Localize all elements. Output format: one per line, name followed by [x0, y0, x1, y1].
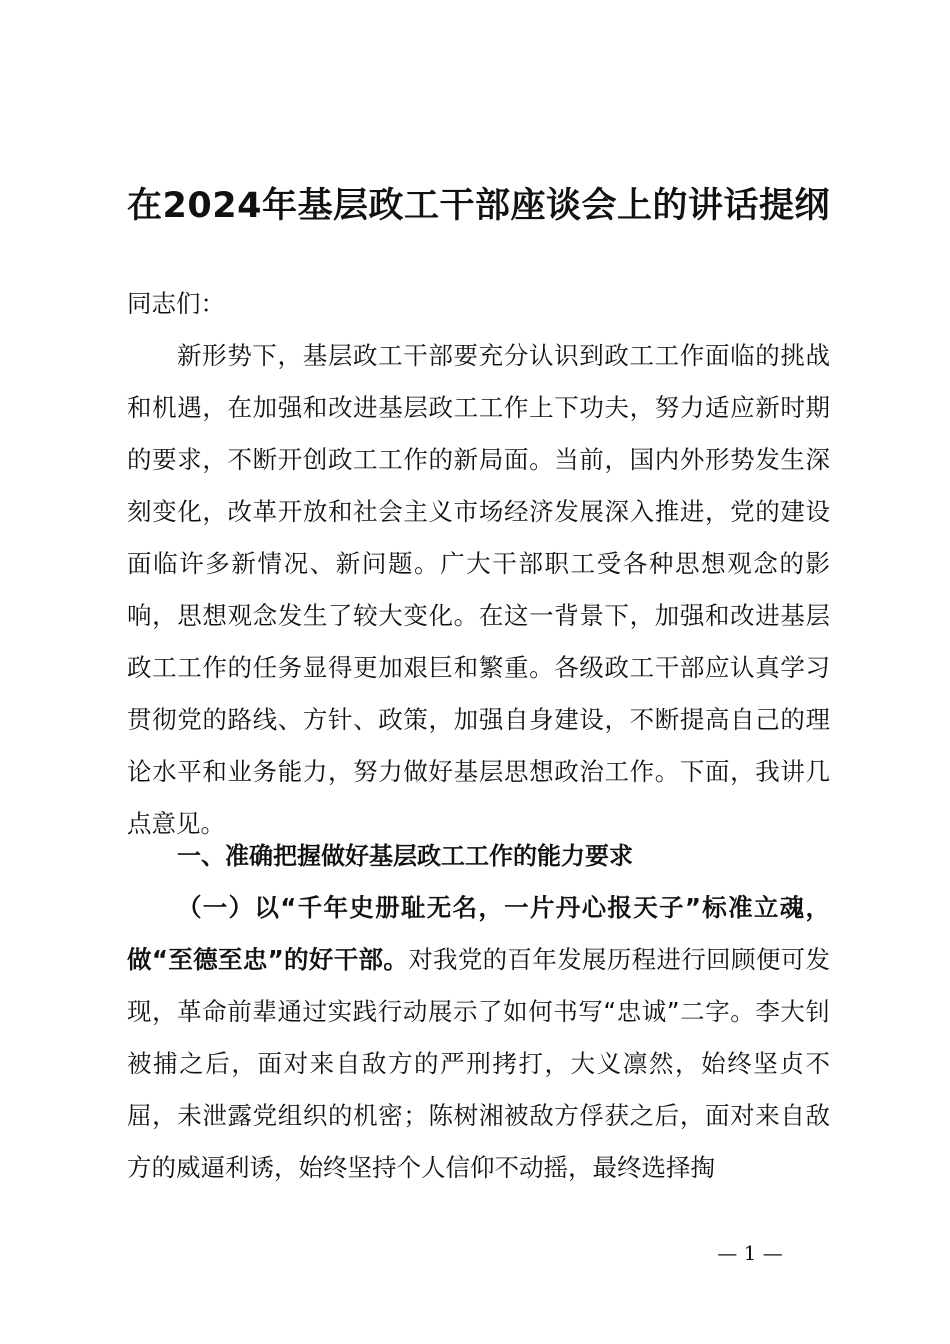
- document-title: 在2024年基层政工干部座谈会上的讲话提纲: [127, 186, 830, 226]
- subsection-text: 对我党的百年发展历程进行回顾便可发现，革命前辈通过实践行动展示了如何书写“忠诚”二字。李大钊被捕之后，面对来自敌方的严刑拷打，大义凛然，始终坚贞不屈，未泄露党组织的机密；陈树湘被敌方俘获之后，面对来自敌方的威逼利诱，始终坚持个人信仰不动摇，最终选择掏: [127, 945, 830, 1182]
- greeting: 同志们：: [127, 289, 225, 318]
- intro-paragraph: 新形势下，基层政工干部要充分认识到政工工作面临的挑战和机遇，在加强和改进基层政工工作上下功夫，努力适应新时期的要求，不断开创政工工作的新局面。当前，国内外形势发生深刻变化，改革开放和社会主义市场经济发展深入推进，党的建设面临许多新情况、新问题。广大干部职工受各种思想观念的影响，思想观念发生了较大变化。在这一背景下，加强和改进基层政工工作的任务显得更加艰巨和繁重。各级政工干部应认真学习贯彻党的路线、方针、政策，加强自身建设，不断提高自己的理论水平和业务能力，努力做好基层思想政治工作。下面，我讲几点意见。: [127, 341, 830, 838]
- section-heading-1: 一、准确把握做好基层政工工作的能力要求: [177, 842, 633, 870]
- page-number: — 1 —: [717, 1241, 783, 1265]
- subsection-paragraph-1: [127, 882, 830, 1194]
- subsection-lead: （一）以“千年史册耻无名，一片丹心报天子”标准立魂，做“至德至忠”的好干部。: [127, 893, 830, 974]
